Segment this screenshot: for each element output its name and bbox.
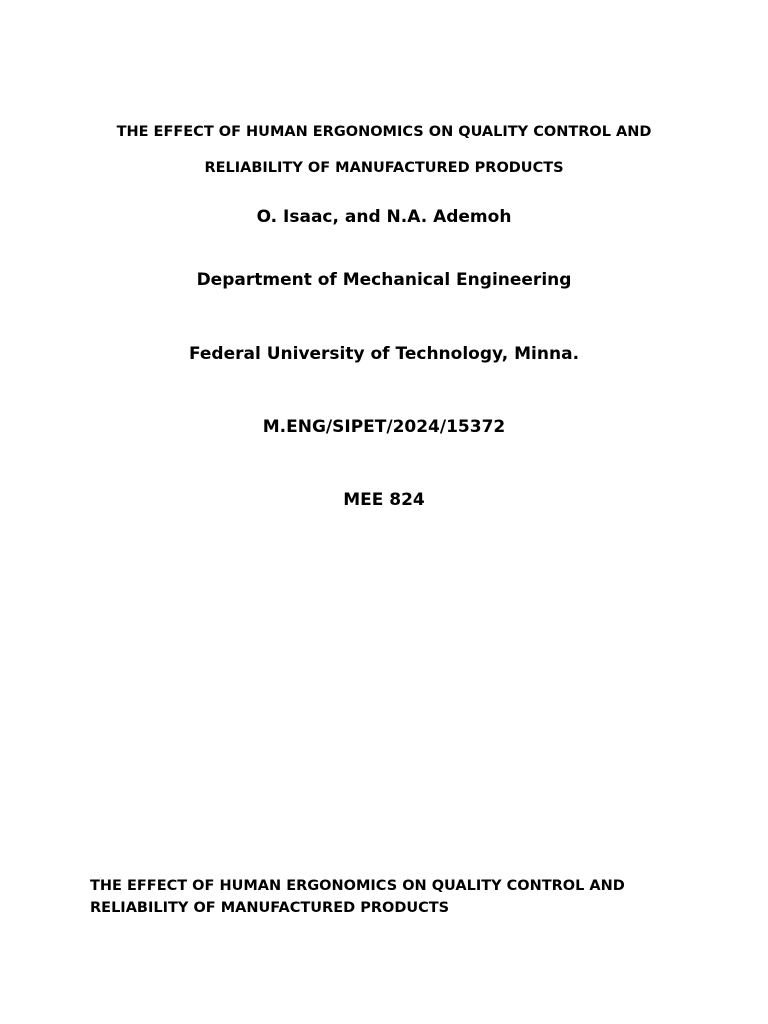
university: Federal University of Technology, Minna. xyxy=(188,344,580,364)
cover-title-line-2: RELIABILITY OF MANUFACTURED PRODUCTS xyxy=(204,160,564,176)
body-title-line-1: THE EFFECT OF HUMAN ERGONOMICS ON QUALITY CONTROL AND xyxy=(90,878,625,894)
body-title-line-2: RELIABILITY OF MANUFACTURED PRODUCTS xyxy=(90,900,450,916)
authors: O. Isaac, and N.A. Ademoh xyxy=(256,207,512,227)
department: Department of Mechanical Engineering xyxy=(196,270,572,290)
body-title xyxy=(90,875,710,919)
matric-number: M.ENG/SIPET/2024/15372 xyxy=(262,417,506,437)
cover-title-line-1: THE EFFECT OF HUMAN ERGONOMICS ON QUALITY CONTROL AND xyxy=(116,124,652,140)
course-code: MEE 824 xyxy=(343,490,425,510)
